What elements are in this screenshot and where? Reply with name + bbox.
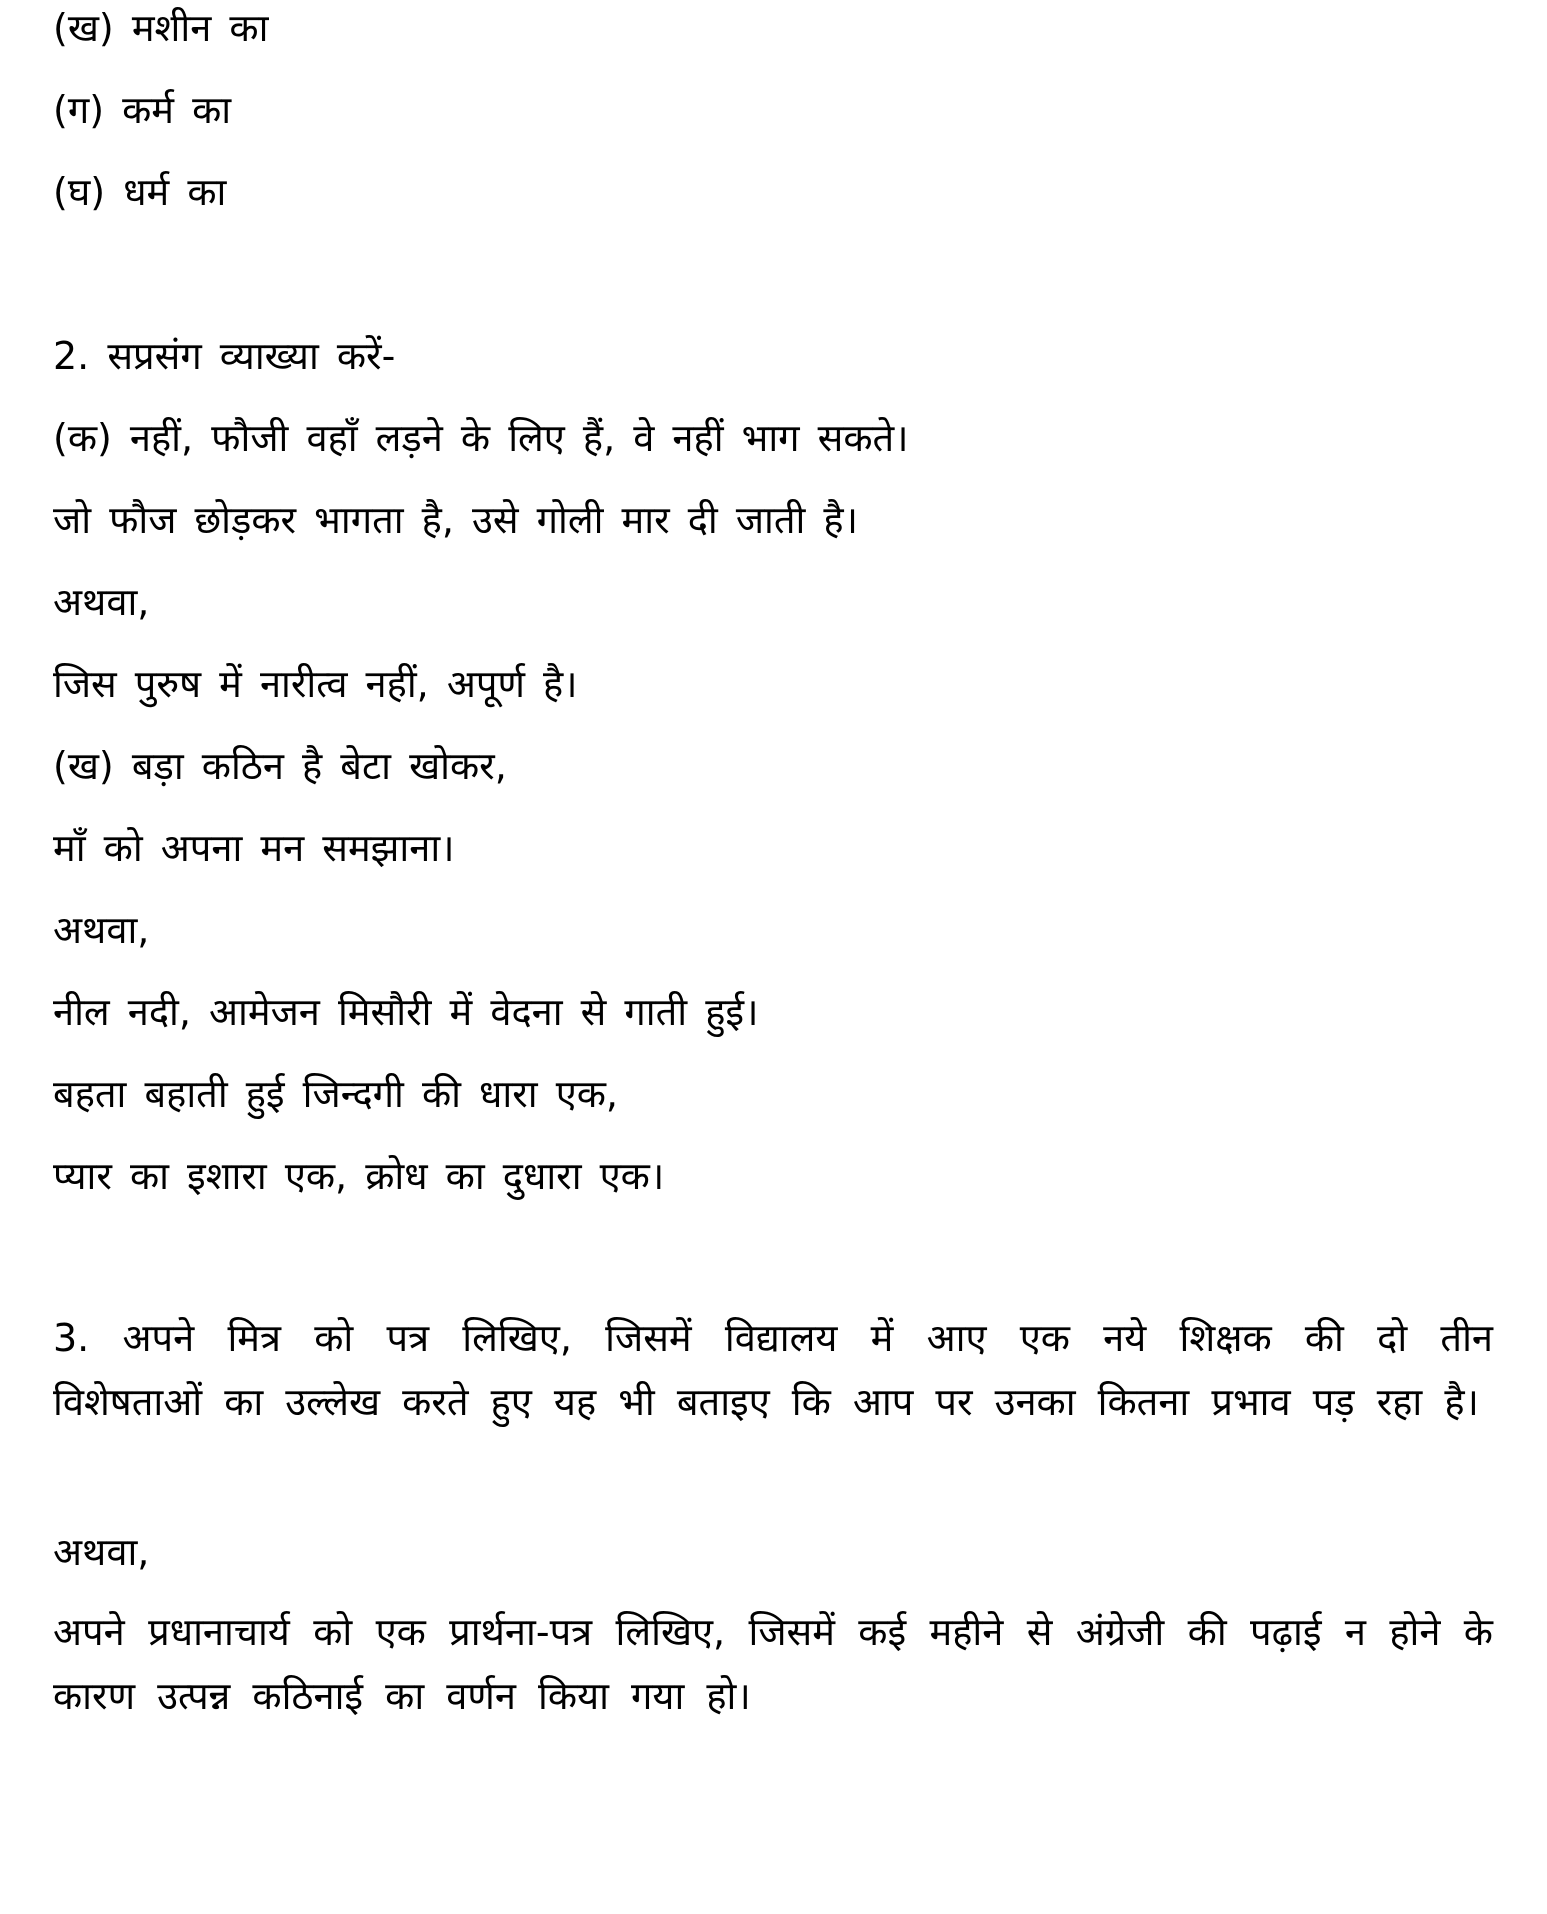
q2-part-b-line-2: माँ को अपना मन समझाना। <box>53 826 455 870</box>
question-3-text: 3. अपने मित्र को पत्र लिखिए, जिसमें विद्यालय में आए एक नये शिक्षक की दो तीन विशेषताओं का उल्लेख करते हुए यह भी बताइए कि आप पर उनका कितना प्रभाव पड़ रहा है। <box>53 1316 1493 1424</box>
option-gha: (घ) धर्म का <box>53 170 227 214</box>
question-2-heading: 2. सप्रसंग व्याख्या करें- <box>53 334 396 378</box>
option-kha: (ख) मशीन का <box>53 6 269 50</box>
q2-part-b-alt-line-1: नील नदी, आमेजन मिसौरी में वेदना से गाती हुई। <box>53 990 759 1034</box>
q2-part-a-alt-line-1: जिस पुरुष में नारीत्व नहीं, अपूर्ण है। <box>53 662 578 706</box>
q2-part-b-or: अथवा, <box>53 908 150 952</box>
q2-part-a-line-1: (क) नहीं, फौजी वहाँ लड़ने के लिए हैं, वे नहीं भाग सकते। <box>53 416 909 460</box>
q2-part-b-alt-line-3: प्यार का इशारा एक, क्रोध का दुधारा एक। <box>53 1154 665 1198</box>
q2-part-b-line-1: (ख) बड़ा कठिन है बेटा खोकर, <box>53 744 507 788</box>
question-3-or: अथवा, <box>53 1530 150 1574</box>
q2-part-b-alt-line-2: बहता बहाती हुई जिन्दगी की धारा एक, <box>53 1072 619 1116</box>
q2-part-a-line-2: जो फौज छोड़कर भागता है, उसे गोली मार दी जाती है। <box>53 498 859 542</box>
option-ga: (ग) कर्म का <box>53 88 232 132</box>
question-3-alt-text: अपने प्रधानाचार्य को एक प्रार्थना-पत्र लिखिए, जिसमें कई महीने से अंग्रेजी की पढ़ाई न होने के कारण उत्पन्न कठिनाई का वर्णन किया गया हो। <box>53 1610 1493 1718</box>
q2-part-a-or: अथवा, <box>53 580 150 624</box>
